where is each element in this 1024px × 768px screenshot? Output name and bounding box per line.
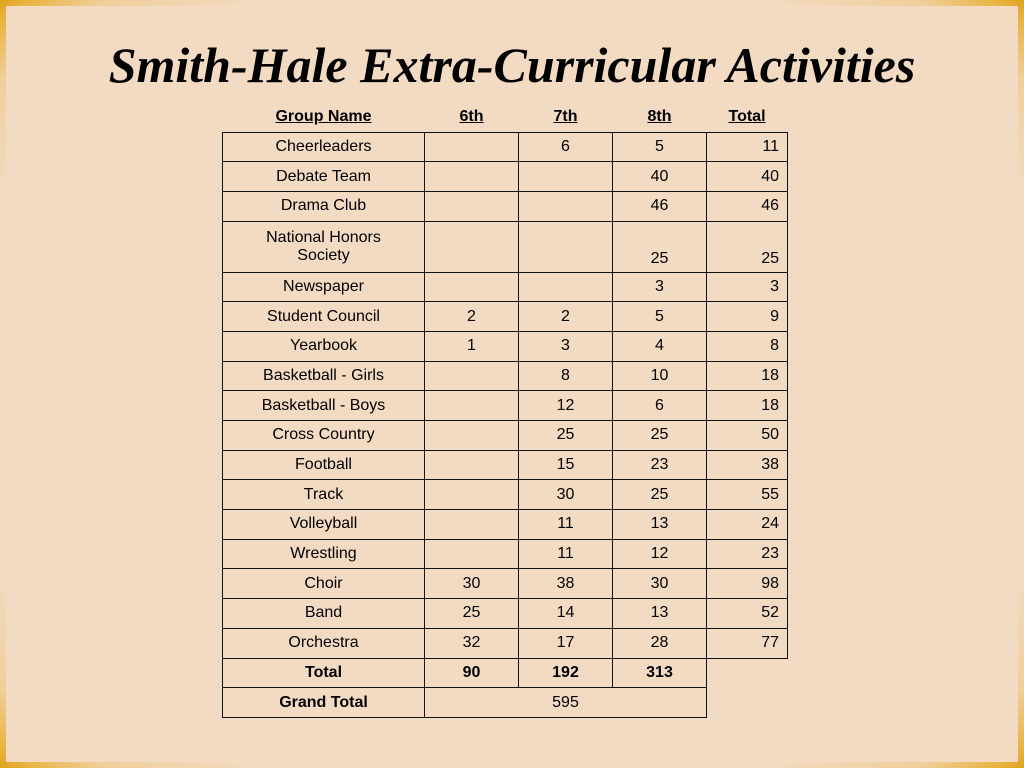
table-row bbox=[223, 480, 788, 510]
group-name-cell: Football bbox=[223, 450, 425, 480]
table-row bbox=[223, 539, 788, 569]
grade-7-cell: 14 bbox=[519, 599, 613, 629]
total-cell: 38 bbox=[707, 450, 788, 480]
table-row bbox=[223, 450, 788, 480]
grade-8-cell: 12 bbox=[613, 539, 707, 569]
grade-6-cell: 2 bbox=[425, 302, 519, 332]
group-name-cell: Basketball - Boys bbox=[223, 391, 425, 421]
grade-8-cell: 40 bbox=[613, 162, 707, 192]
grade-8-total: 313 bbox=[613, 658, 707, 688]
group-name-cell: Cross Country bbox=[223, 421, 425, 451]
grade-7-cell: 2 bbox=[519, 302, 613, 332]
table-row bbox=[223, 302, 788, 332]
grade-6-cell bbox=[425, 132, 519, 162]
grade-7-cell: 38 bbox=[519, 569, 613, 599]
table-row bbox=[223, 162, 788, 192]
group-name-line-1: National Honors bbox=[266, 228, 381, 246]
grade-7-cell: 12 bbox=[519, 391, 613, 421]
total-cell: 98 bbox=[707, 569, 788, 599]
grade-8-cell: 6 bbox=[613, 391, 707, 421]
grade-6-cell bbox=[425, 510, 519, 540]
total-cell: 40 bbox=[707, 162, 788, 192]
total-cell: 25 bbox=[707, 221, 788, 272]
grade-6-cell: 25 bbox=[425, 599, 519, 629]
group-name-line-2: Society bbox=[297, 246, 350, 264]
grade-6-cell bbox=[425, 391, 519, 421]
grade-6-cell: 30 bbox=[425, 569, 519, 599]
total-cell: 8 bbox=[707, 331, 788, 361]
table-row bbox=[223, 628, 788, 658]
total-cell: 50 bbox=[707, 421, 788, 451]
group-name-cell: Student Council bbox=[223, 302, 425, 332]
total-cell: 24 bbox=[707, 510, 788, 540]
group-name-cell: Wrestling bbox=[223, 539, 425, 569]
table-row bbox=[223, 569, 788, 599]
grand-total-row bbox=[223, 688, 788, 718]
grade-6-cell bbox=[425, 480, 519, 510]
grade-8-cell: 23 bbox=[613, 450, 707, 480]
grade-6-cell bbox=[425, 162, 519, 192]
grade-6-total: 90 bbox=[425, 658, 519, 688]
table-row bbox=[223, 132, 788, 162]
total-cell: 9 bbox=[707, 302, 788, 332]
total-cell: 18 bbox=[707, 361, 788, 391]
grade-8-cell: 5 bbox=[613, 132, 707, 162]
grade-7-cell bbox=[519, 221, 613, 272]
table-row bbox=[223, 191, 788, 221]
grade-6-cell bbox=[425, 221, 519, 272]
total-cell: 46 bbox=[707, 191, 788, 221]
group-name-cell: Track bbox=[223, 480, 425, 510]
group-name-cell: Cheerleaders bbox=[223, 132, 425, 162]
table-row bbox=[223, 510, 788, 540]
total-cell: 3 bbox=[707, 272, 788, 302]
grade-6-cell bbox=[425, 539, 519, 569]
grade-7-cell: 30 bbox=[519, 480, 613, 510]
grade-8-cell: 13 bbox=[613, 510, 707, 540]
grade-8-cell: 25 bbox=[613, 421, 707, 451]
grade-7-cell: 6 bbox=[519, 132, 613, 162]
table-row bbox=[223, 391, 788, 421]
group-name-cell: Yearbook bbox=[223, 331, 425, 361]
table-row bbox=[223, 421, 788, 451]
grand-total-value: 595 bbox=[425, 688, 707, 718]
group-name-cell: Drama Club bbox=[223, 191, 425, 221]
total-cell: 18 bbox=[707, 391, 788, 421]
grade-8-cell: 4 bbox=[613, 331, 707, 361]
grade-7-cell: 17 bbox=[519, 628, 613, 658]
header-6th: 6th bbox=[459, 108, 484, 126]
grade-6-cell bbox=[425, 272, 519, 302]
activities-table bbox=[222, 103, 788, 718]
total-cell: 52 bbox=[707, 599, 788, 629]
header-8th: 8th bbox=[647, 108, 672, 126]
table-row bbox=[223, 361, 788, 391]
group-name-cell bbox=[223, 221, 425, 272]
grade-7-cell: 8 bbox=[519, 361, 613, 391]
table-row bbox=[223, 331, 788, 361]
group-name-cell: Band bbox=[223, 599, 425, 629]
table-header bbox=[223, 103, 788, 132]
empty-cell bbox=[707, 688, 788, 718]
header-7th: 7th bbox=[553, 108, 578, 126]
grade-6-cell: 1 bbox=[425, 331, 519, 361]
group-name-cell: Volleyball bbox=[223, 510, 425, 540]
grade-6-cell bbox=[425, 421, 519, 451]
grade-6-cell bbox=[425, 191, 519, 221]
grade-8-cell: 28 bbox=[613, 628, 707, 658]
total-cell: 77 bbox=[707, 628, 788, 658]
totals-label: Total bbox=[223, 658, 425, 688]
grade-6-cell bbox=[425, 361, 519, 391]
total-cell: 23 bbox=[707, 539, 788, 569]
grade-8-cell: 13 bbox=[613, 599, 707, 629]
group-name-cell: Choir bbox=[223, 569, 425, 599]
grade-7-cell: 15 bbox=[519, 450, 613, 480]
header-total: Total bbox=[728, 108, 766, 126]
total-cell: 11 bbox=[707, 132, 788, 162]
grade-8-cell: 30 bbox=[613, 569, 707, 599]
grade-7-cell: 25 bbox=[519, 421, 613, 451]
slide-title: Smith-Hale Extra-Curricular Activities bbox=[108, 37, 916, 93]
table-row bbox=[223, 272, 788, 302]
empty-cell bbox=[707, 658, 788, 688]
grade-6-cell bbox=[425, 450, 519, 480]
grand-total-label: Grand Total bbox=[223, 688, 425, 718]
total-cell: 55 bbox=[707, 480, 788, 510]
grade-8-cell: 3 bbox=[613, 272, 707, 302]
grade-8-cell: 25 bbox=[613, 480, 707, 510]
table-body bbox=[223, 132, 788, 717]
grade-7-cell bbox=[519, 191, 613, 221]
grade-7-cell: 11 bbox=[519, 539, 613, 569]
grade-7-cell: 3 bbox=[519, 331, 613, 361]
grade-8-cell: 5 bbox=[613, 302, 707, 332]
header-group-name: Group Name bbox=[275, 108, 372, 126]
table-row bbox=[223, 221, 788, 272]
group-name-cell: Debate Team bbox=[223, 162, 425, 192]
table-row bbox=[223, 599, 788, 629]
grade-8-cell: 10 bbox=[613, 361, 707, 391]
grade-7-total: 192 bbox=[519, 658, 613, 688]
grade-8-cell: 25 bbox=[613, 221, 707, 272]
grade-7-cell: 11 bbox=[519, 510, 613, 540]
grade-7-cell bbox=[519, 272, 613, 302]
group-name-cell: Newspaper bbox=[223, 272, 425, 302]
group-name-cell: Basketball - Girls bbox=[223, 361, 425, 391]
grade-6-cell: 32 bbox=[425, 628, 519, 658]
grade-7-cell bbox=[519, 162, 613, 192]
grade-totals-row bbox=[223, 658, 788, 688]
grade-8-cell: 46 bbox=[613, 191, 707, 221]
group-name-cell: Orchestra bbox=[223, 628, 425, 658]
